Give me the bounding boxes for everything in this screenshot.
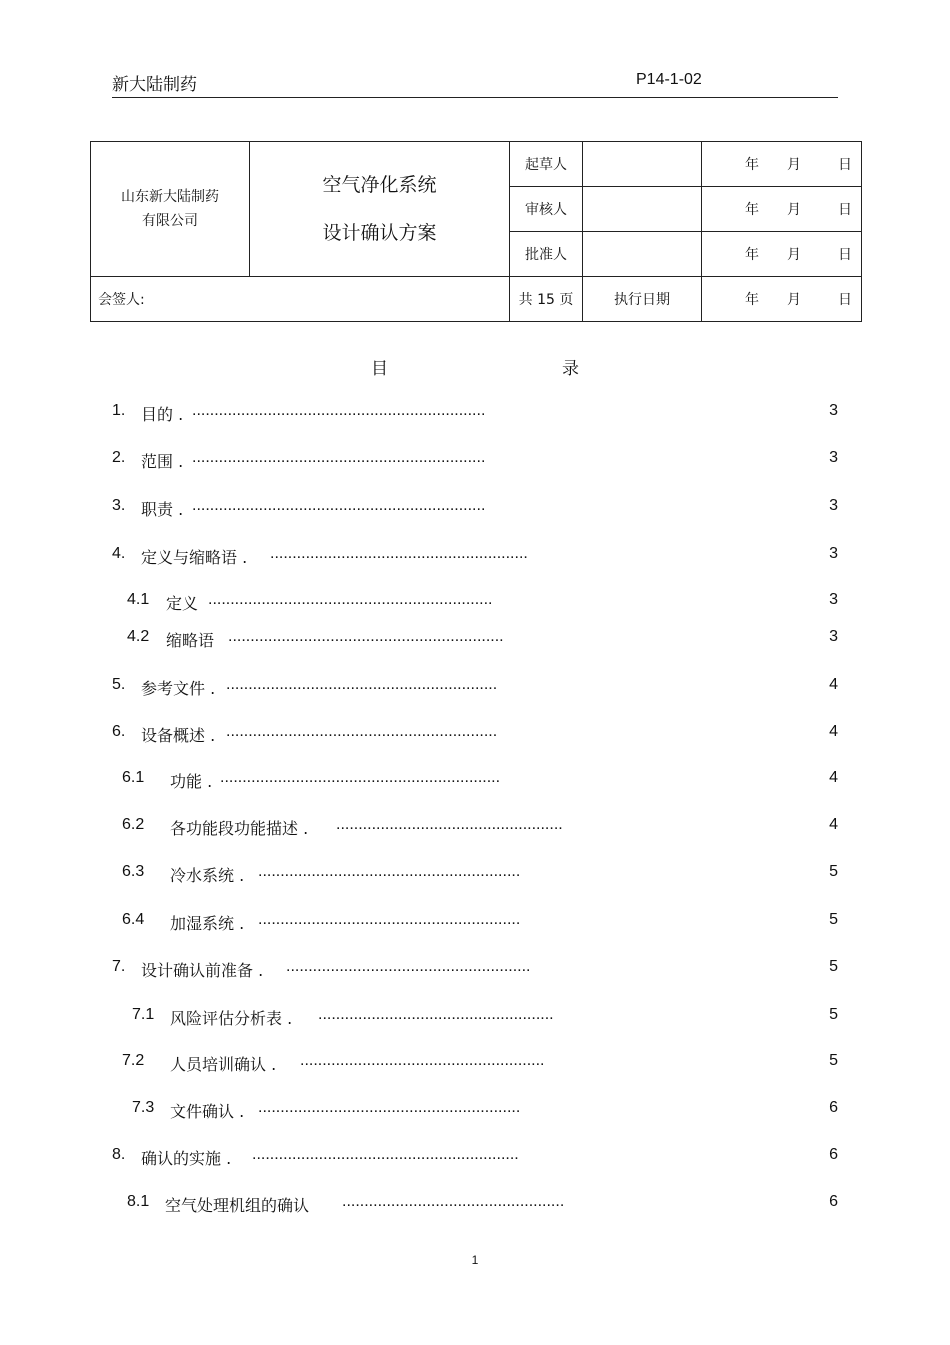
date-day: 日 (838, 157, 852, 173)
toc-entry-label: 加湿系统 . (170, 914, 245, 933)
toc-entry-number: 4.1 (127, 591, 150, 608)
toc-entry-number: 1. (112, 402, 126, 419)
signature-approver (583, 232, 702, 277)
header-doc-code: P14-1-02 (636, 71, 702, 88)
header-rule (112, 97, 838, 98)
toc-entry-leader: ..................................................... (318, 1006, 554, 1023)
toc-entry[interactable] (112, 545, 838, 569)
toc-entry-label: 功能 . (170, 772, 213, 791)
date-month: 月 (787, 292, 801, 308)
date-year: 年 (745, 202, 759, 218)
toc-entry-page: 5 (829, 1006, 838, 1023)
toc-entry-label: 职责 . (141, 500, 184, 519)
toc-entry-label: 定义 (166, 594, 199, 613)
date-month: 月 (787, 247, 801, 263)
toc-entry-page: 3 (829, 402, 838, 419)
date-day: 日 (838, 247, 852, 263)
toc-entry[interactable] (112, 723, 838, 747)
toc-title-right: 录 (562, 359, 579, 379)
toc-entry-leader: .................................................................. (192, 402, 486, 419)
date-day: 日 (838, 202, 852, 218)
date-month: 月 (787, 202, 801, 218)
toc-entry-page: 6 (829, 1146, 838, 1163)
toc-entry-leader: ........................................................... (258, 863, 521, 880)
toc-entry[interactable] (112, 402, 838, 426)
header-company: 新大陆制药 (112, 75, 197, 95)
toc-entry-label: 人员培训确认 . (170, 1055, 277, 1074)
exec-date (702, 277, 862, 322)
toc-entry-page: 3 (829, 497, 838, 514)
signature-reviewer (583, 187, 702, 232)
toc-entry[interactable] (112, 1052, 838, 1076)
toc-entry-page: 5 (829, 911, 838, 928)
date-reviewer (702, 187, 862, 232)
toc-entry-leader: ....................................................... (300, 1052, 545, 1069)
toc-entry[interactable] (112, 1146, 838, 1170)
toc-entry-label: 缩略语 (166, 631, 215, 650)
toc-entry-page: 3 (829, 628, 838, 645)
date-year: 年 (745, 292, 759, 308)
date-day: 日 (838, 292, 852, 308)
toc-entry[interactable] (112, 863, 838, 887)
toc-entry-label: 目的 . (141, 405, 184, 424)
exec-date-label: 执行日期 (583, 277, 702, 322)
toc-entry-number: 8.1 (127, 1193, 150, 1210)
toc-entry-label: 设备概述 . (141, 726, 216, 745)
toc-entry-page: 3 (829, 449, 838, 466)
toc-title-left: 目 (371, 359, 388, 379)
toc-entry-label: 文件确认 . (170, 1102, 245, 1121)
toc-entry-leader: ............................................................ (252, 1146, 519, 1163)
role-reviewer: 审核人 (510, 187, 583, 232)
toc-entry-page: 5 (829, 958, 838, 975)
countersign-label: 会签人: (91, 277, 510, 322)
toc-entry-number: 6.1 (122, 769, 145, 786)
date-drafter (702, 142, 862, 187)
toc-entry-number: 4. (112, 545, 126, 562)
toc-entry[interactable] (112, 628, 838, 652)
toc-entry-leader: ............................................................... (220, 769, 501, 786)
toc-entry-label: 确认的实施 . (141, 1149, 232, 1168)
date-year: 年 (745, 157, 759, 173)
role-approver: 批准人 (510, 232, 583, 277)
toc-entry-label: 风险评估分析表 . (170, 1009, 293, 1028)
toc-entry-leader: ................................................................ (208, 591, 493, 608)
toc-entry-leader: .................................................. (342, 1193, 565, 1210)
toc-entry-label: 设计确认前准备 . (141, 961, 264, 980)
doc-title-line1: 空气净化系统 (322, 174, 437, 196)
toc-entry-page: 5 (829, 1052, 838, 1069)
toc-entry-page: 4 (829, 769, 838, 786)
toc-entry-page: 6 (829, 1193, 838, 1210)
toc-entry-number: 6. (112, 723, 126, 740)
toc-entry-number: 2. (112, 449, 126, 466)
doc-title-cell (250, 142, 510, 277)
toc-entry-label: 定义与缩略语 . (141, 548, 248, 567)
toc-entry[interactable] (112, 676, 838, 700)
toc-entry[interactable] (112, 1006, 838, 1030)
toc-entry-leader: .................................................................. (192, 497, 486, 514)
company-name-line1: 山东新大陆制药 (121, 189, 219, 205)
toc-entry-leader: ............................................................. (226, 723, 498, 740)
page-number: 1 (471, 1253, 479, 1267)
toc-entry-number: 7.2 (122, 1052, 145, 1069)
toc-entry-number: 4.2 (127, 628, 150, 645)
toc-entry[interactable] (112, 1099, 838, 1123)
toc-entry[interactable] (112, 911, 838, 935)
toc-entry-leader: ........................................................... (258, 911, 521, 928)
toc-entry-leader: .............................................................. (228, 628, 504, 645)
signature-drafter (583, 142, 702, 187)
toc-entry-number: 8. (112, 1146, 126, 1163)
date-approver (702, 232, 862, 277)
company-name-line2: 有限公司 (142, 213, 198, 229)
toc-entry-number: 6.3 (122, 863, 145, 880)
toc-entry-leader: ............................................................. (226, 676, 498, 693)
company-cell (91, 142, 250, 277)
toc-entry-page: 5 (829, 863, 838, 880)
toc-entry-page: 4 (829, 723, 838, 740)
toc-entry-number: 7.3 (132, 1099, 155, 1116)
toc-entry-label: 各功能段功能描述 . (170, 819, 309, 838)
toc-entry-page: 4 (829, 816, 838, 833)
toc-entry[interactable] (112, 958, 838, 982)
date-month: 月 (787, 157, 801, 173)
toc-entry-leader: ........................................................... (258, 1099, 521, 1116)
cover-table (90, 141, 862, 322)
toc-entry-leader: .......................................................... (270, 545, 528, 562)
date-year: 年 (745, 247, 759, 263)
toc-entry[interactable] (112, 816, 838, 840)
toc-entry-number: 3. (112, 497, 126, 514)
toc-entry-leader: ................................................... (336, 816, 563, 833)
total-pages: 共 15 页 (510, 277, 583, 322)
toc-entry-number: 6.2 (122, 816, 145, 833)
toc-entry-label: 参考文件 . (141, 679, 216, 698)
toc-entry-leader: .................................................................. (192, 449, 486, 466)
toc-entry-number: 6.4 (122, 911, 145, 928)
toc-entry-number: 7. (112, 958, 126, 975)
toc-entry-page: 6 (829, 1099, 838, 1116)
toc-entry-leader: ....................................................... (286, 958, 531, 975)
toc-entry[interactable] (112, 769, 838, 793)
toc-entry[interactable] (112, 1193, 838, 1217)
toc-entry-label: 空气处理机组的确认 (165, 1196, 310, 1215)
toc-entry-number: 7.1 (132, 1006, 155, 1023)
toc-entry[interactable] (112, 497, 838, 521)
toc-entry-page: 4 (829, 676, 838, 693)
toc-entry-page: 3 (829, 545, 838, 562)
toc-entry-label: 范围 . (141, 452, 184, 471)
toc-entry[interactable] (112, 591, 838, 615)
doc-title-line2: 设计确认方案 (322, 222, 437, 244)
role-drafter: 起草人 (510, 142, 583, 187)
toc-entry-label: 冷水系统 . (170, 866, 245, 885)
toc-entry-page: 3 (829, 591, 838, 608)
toc-entry[interactable] (112, 449, 838, 473)
toc-entry-number: 5. (112, 676, 126, 693)
